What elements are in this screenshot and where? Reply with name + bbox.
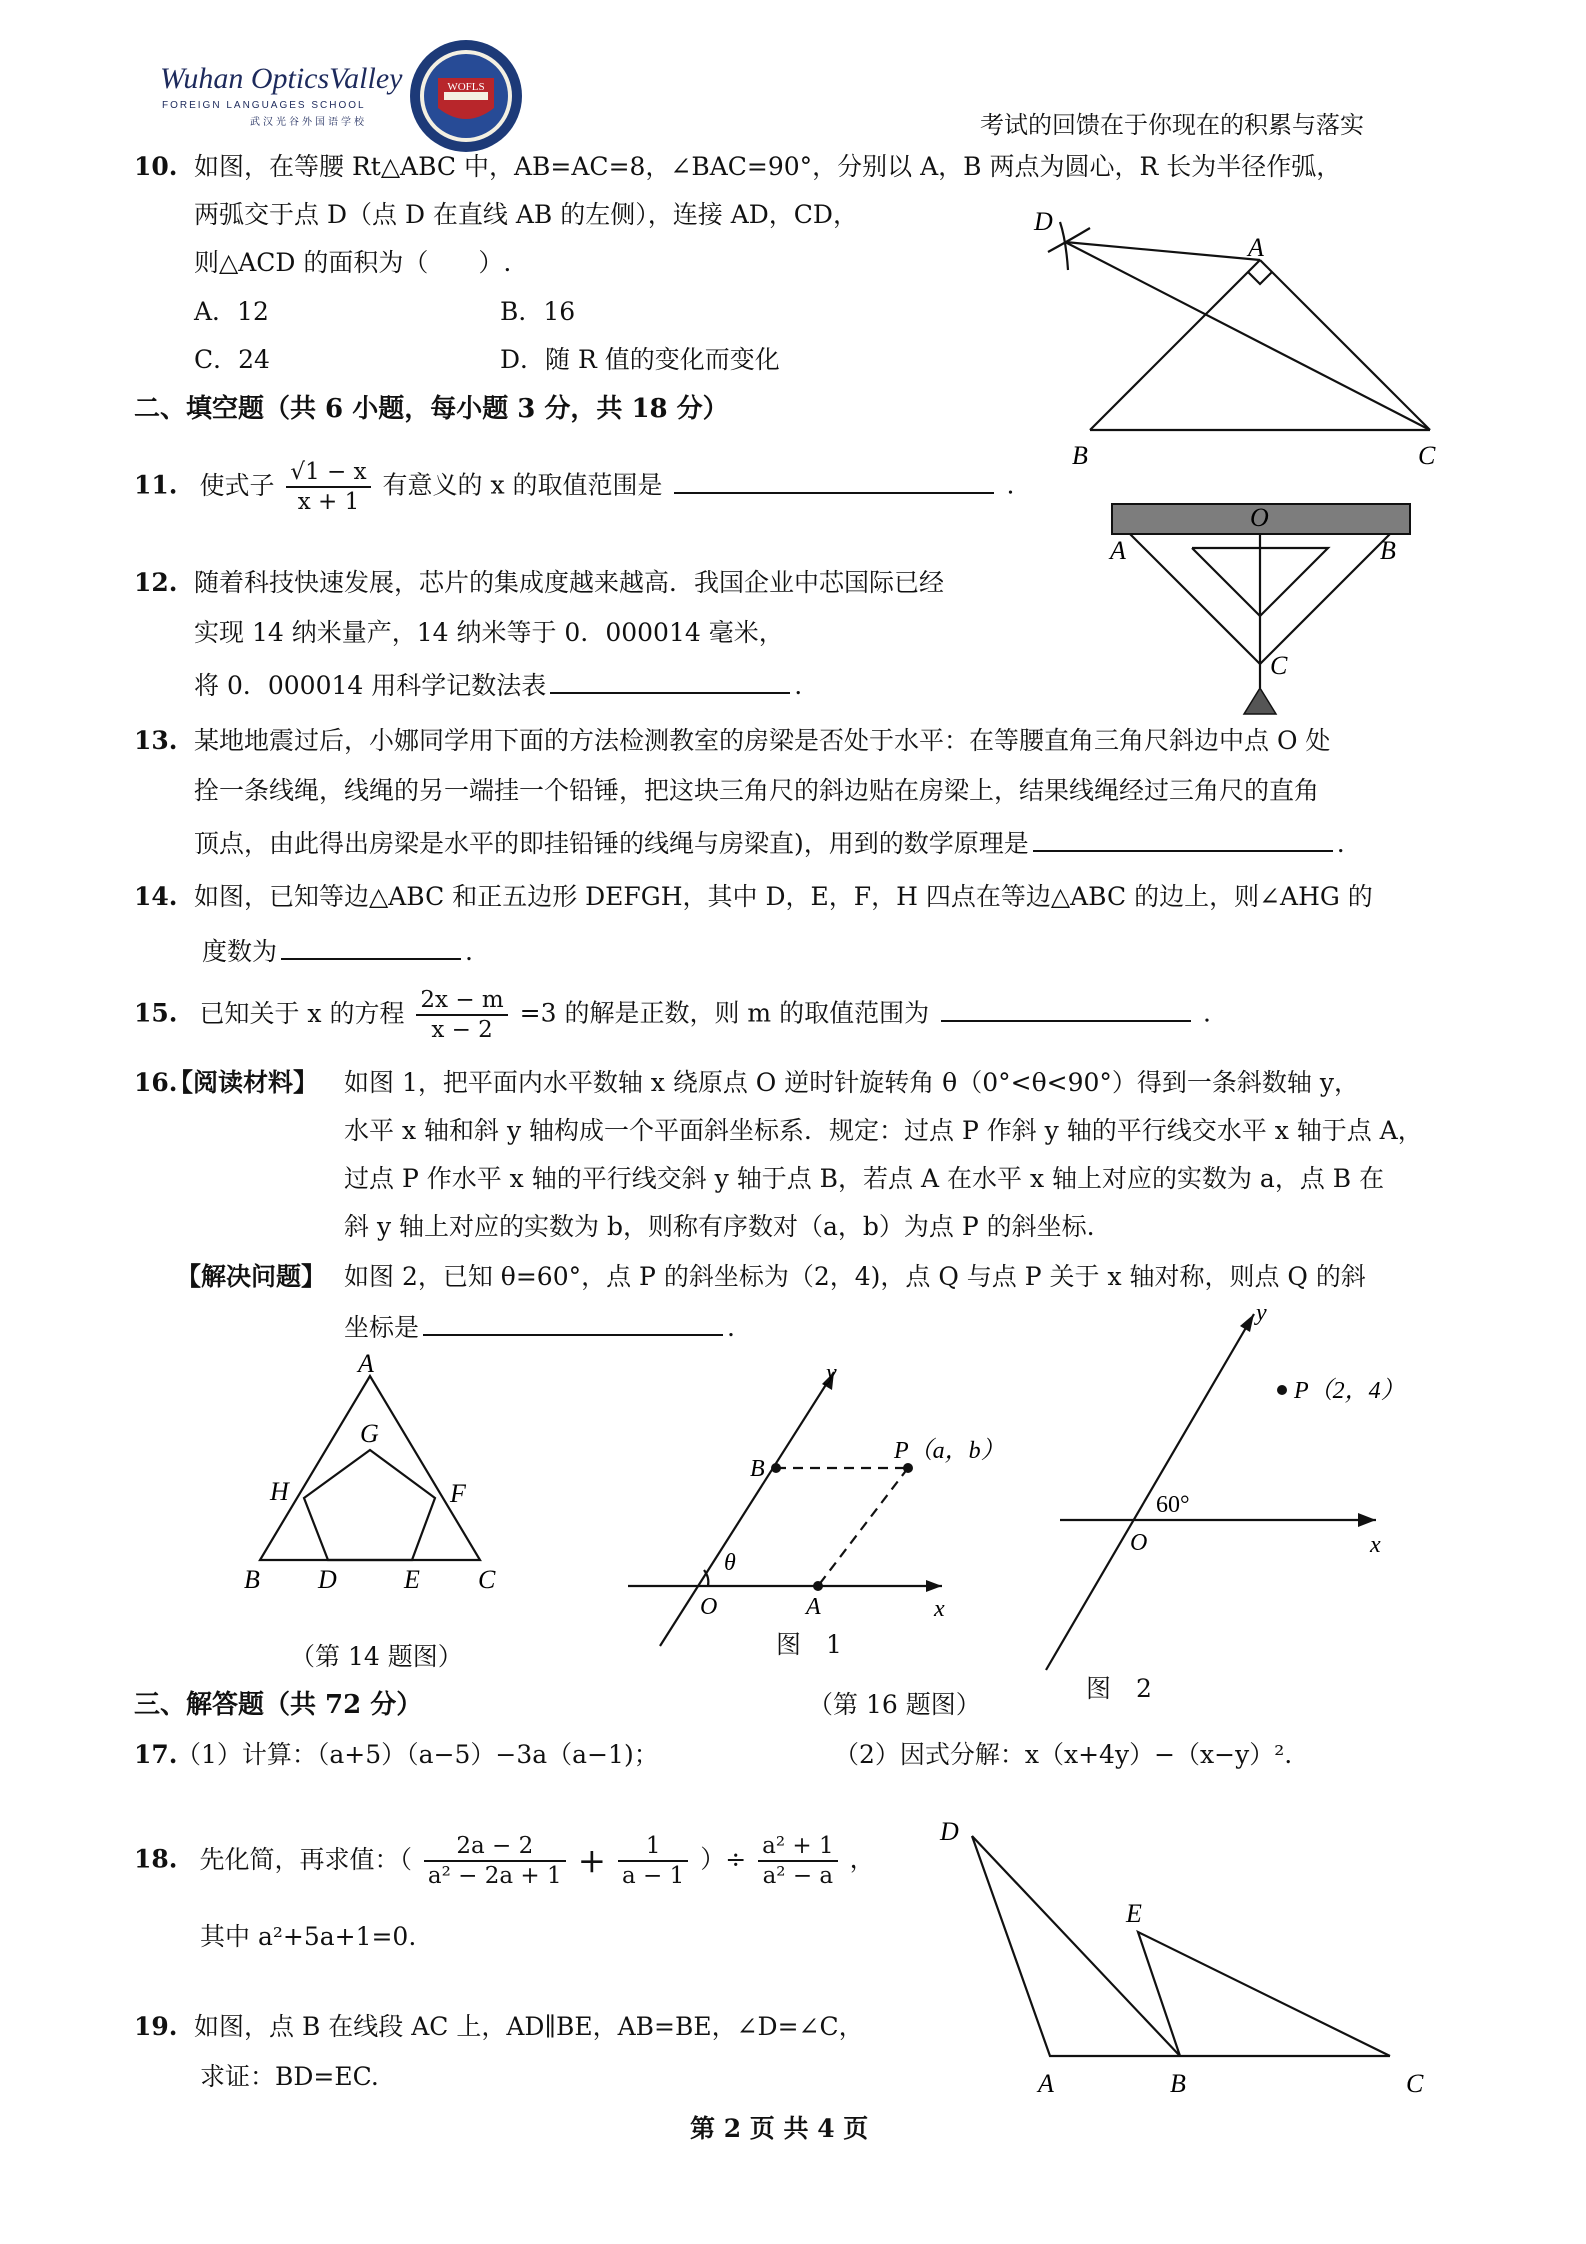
svg-text:WOFLS: WOFLS — [447, 81, 485, 93]
school-seal-icon — [408, 38, 524, 154]
q12-number: 12. — [134, 568, 178, 597]
q19-line2: 求证：BD=EC. — [200, 2062, 379, 2091]
q10-figure — [1020, 200, 1460, 480]
q13-label-o: O — [1250, 503, 1269, 532]
q17-number: 17. — [134, 1740, 178, 1769]
logo-text-sub: FOREIGN LANGUAGES SCHOOL — [162, 100, 366, 111]
q16-fig1-caption: 图 1 — [776, 1630, 842, 1659]
q18-comma: ， — [849, 1844, 875, 1874]
q19-figure — [930, 1810, 1450, 2100]
q10-label-d: D — [1034, 207, 1053, 236]
q18-line2: 其中 a²+5a+1=0. — [200, 1922, 417, 1951]
q16-end: . — [727, 1313, 735, 1342]
q16-number: 16. — [134, 1068, 178, 1097]
q16-line3: 过点 P 作水平 x 轴的平行线交斜 y 轴于点 B，若点 A 在水平 x 轴上对应的实数为 a，点 B 在 — [344, 1164, 1385, 1193]
q18-number: 18. — [134, 1844, 178, 1874]
q12-answer-blank[interactable] — [550, 666, 790, 694]
q18-f1-den: a² − 2a + 1 — [427, 1863, 562, 1889]
q15-post: =3 的解是正数，则 m 的取值范围为 — [519, 998, 930, 1028]
q14-label-d: D — [318, 1565, 337, 1594]
q13-label-c: C — [1270, 651, 1288, 680]
q12-line3-row — [194, 666, 802, 703]
q18-plus: + — [577, 1841, 607, 1881]
header — [0, 0, 1586, 140]
q16-fig1-label-y: y — [826, 1360, 837, 1386]
q16-fig2-label-angle: 60° — [1156, 1492, 1190, 1518]
q13-label-a: A — [1110, 536, 1126, 565]
q10-line1: 如图，在等腰 Rt△ABC 中，AB=AC=8，∠BAC=90°，分别以 A，B 两点为圆心，R 长为半径作弧， — [194, 152, 1342, 181]
q19-label-d: D — [940, 1817, 959, 1846]
q12-line1: 随着科技快速发展，芯片的集成度越来越高．我国企业中芯国际已经 — [194, 568, 945, 597]
q15-row — [134, 986, 1211, 1044]
q12-line2: 实现 14 纳米量产，14 纳米等于 0．000014 毫米， — [194, 618, 784, 647]
q12-end: . — [794, 671, 803, 700]
q11-post: 有意义的 x 的取值范围是 — [382, 470, 663, 500]
q18-pre: 先化简，再求值：（ — [199, 1844, 412, 1874]
q10-line2: 两弧交于点 D（点 D 在直线 AB 的左侧），连接 AD，CD， — [194, 200, 858, 229]
q14-label-e: E — [404, 1565, 420, 1594]
q16-line6: 坐标是 — [344, 1313, 420, 1342]
page-footer: 第 2 页 共 4 页 — [690, 2114, 869, 2143]
q13-label-b: B — [1380, 536, 1396, 565]
q16-answer-blank[interactable] — [423, 1308, 723, 1336]
q16-line4: 斜 y 轴上对应的实数为 b，则称有序数对（a，b）为点 P 的斜坐标. — [344, 1212, 1095, 1241]
q13-line3: 顶点，由此得出房梁是水平的即挂铅锤的线绳与房梁直)，用到的数学原理是 — [194, 829, 1029, 858]
q16-tag-solve: 【解决问题】 — [176, 1262, 327, 1291]
q10-label-a: A — [1248, 233, 1264, 262]
q16-line5: 如图 2，已知 θ=60°，点 P 的斜坐标为（2，4)，点 Q 与点 P 关于 x 轴对称，则点 Q 的斜 — [344, 1262, 1366, 1291]
q11-end: . — [1006, 470, 1015, 500]
q15-pre: 已知关于 x 的方程 — [199, 998, 405, 1028]
q13-line2: 拴一条线绳，线绳的另一端挂一个铅锤，把这块三角尺的斜边贴在房梁上，结果线绳经过三角尺的直角 — [194, 776, 1320, 805]
q11-fraction — [286, 458, 370, 516]
q10-option-d: D．随 R 值的变化而变化 — [500, 345, 780, 374]
q10-option-a: A．12 — [194, 297, 269, 326]
q13-figure — [1100, 496, 1420, 736]
q18-f3-den: a² − a — [762, 1863, 834, 1889]
q18-fraction2 — [618, 1832, 688, 1890]
q16-tag-reading: 【阅读材料】 — [168, 1068, 319, 1097]
q14-label-h: H — [270, 1477, 289, 1506]
q16-fig1-label-x: x — [934, 1596, 945, 1622]
q11-frac-den: x + 1 — [297, 489, 360, 515]
q13-answer-blank[interactable] — [1033, 824, 1333, 852]
q18-f1-num: 2a − 2 — [424, 1832, 566, 1862]
q14-line2: 度数为 — [202, 937, 278, 966]
q13-line3-row — [194, 824, 1345, 861]
q16-line6-row — [344, 1308, 735, 1345]
q10-line3: 则△ACD 的面积为（ ）. — [194, 248, 512, 277]
q14-label-b: B — [244, 1565, 260, 1594]
q14-label-g: G — [360, 1419, 379, 1448]
q10-option-b: B．16 — [500, 297, 576, 326]
q16-fig2-label-y: y — [1256, 1300, 1267, 1326]
q16-line1: 如图 1，把平面内水平数轴 x 绕原点 O 逆时针旋转角 θ（0°<θ<90°）得到一条斜数轴 y， — [344, 1068, 1359, 1097]
q16-fig2-label-x: x — [1370, 1532, 1381, 1558]
q16-fig2-label-p: P（2，4） — [1294, 1378, 1405, 1404]
q16-fig2-label-o: O — [1130, 1530, 1148, 1556]
q16-fig1-label-p: P（a，b） — [894, 1438, 1005, 1464]
q14-label-f: F — [450, 1479, 466, 1508]
logo-text-main: Wuhan OpticsValley — [160, 62, 403, 95]
q16-fig1-label-o: O — [700, 1594, 718, 1620]
q18-f3-num: a² + 1 — [758, 1832, 837, 1862]
section3-heading: 三、解答题（共 72 分） — [134, 1690, 423, 1720]
logo-text-cn: 武汉光谷外国语学校 — [250, 117, 367, 128]
q13-number: 13. — [134, 726, 178, 755]
q18-fraction3 — [758, 1832, 837, 1890]
q12-line3: 将 0．000014 用科学记数法表 — [194, 671, 547, 700]
q14-line1: 如图，已知等边△ABC 和正五边形 DEFGH，其中 D，E，F，H 四点在等边△ABC 的边上，则∠AHG 的 — [194, 882, 1373, 911]
q16-figure-caption: （第 16 题图） — [808, 1690, 981, 1719]
q10-label-c: C — [1418, 441, 1436, 470]
q19-number: 19. — [134, 2012, 178, 2041]
q16-figure2 — [1040, 1300, 1405, 1680]
q18-close: ）÷ — [700, 1844, 747, 1874]
q14-line2-row — [202, 932, 473, 969]
q14-caption: （第 14 题图） — [290, 1642, 463, 1671]
q10-label-b: B — [1072, 441, 1088, 470]
q15-answer-blank[interactable] — [941, 994, 1191, 1022]
q18-row — [134, 1832, 875, 1890]
q13-end: . — [1336, 829, 1345, 858]
q16-fig1-label-a: A — [806, 1594, 821, 1620]
q14-figure — [240, 1349, 520, 1594]
section2-heading: 二、填空题（共 6 小题，每小题 3 分，共 18 分） — [134, 394, 729, 424]
q19-label-e: E — [1126, 1899, 1142, 1928]
q17-part2: （2）因式分解：x（x+4y）−（x−y）². — [834, 1740, 1293, 1769]
q16-line2: 水平 x 轴和斜 y 轴构成一个平面斜坐标系．规定：过点 P 作斜 y 轴的平行线交水平 x 轴于点 A， — [344, 1116, 1423, 1145]
q19-label-c: C — [1406, 2069, 1424, 2098]
q14-answer-blank[interactable] — [281, 932, 461, 960]
q16-fig1-label-theta: θ — [724, 1550, 736, 1576]
q15-frac-num: 2x − m — [416, 986, 507, 1016]
q17-part1: （1）计算：（a+5）（a−5）−3a（a−1)； — [176, 1740, 659, 1769]
q15-number: 15. — [134, 998, 178, 1028]
q11-row — [134, 458, 1014, 516]
q13-line1: 某地地震过后，小娜同学用下面的方法检测教室的房梁是否处于水平：在等腰直角三角尺斜边中点 O 处 — [194, 726, 1331, 755]
q19-label-b: B — [1170, 2069, 1186, 2098]
q16-figure1 — [620, 1360, 1005, 1650]
q14-number: 14. — [134, 882, 178, 911]
q11-frac-num: √1 − x — [286, 458, 370, 488]
q18-fraction1 — [424, 1832, 566, 1890]
header-motto: 考试的回馈在于你现在的积累与落实 — [980, 111, 1364, 139]
q11-pre: 使式子 — [199, 470, 275, 500]
q16-fig1-label-b: B — [750, 1456, 765, 1482]
q15-frac-den: x − 2 — [431, 1017, 493, 1043]
q14-label-a: A — [358, 1349, 374, 1378]
q18-f2-num: 1 — [618, 1832, 688, 1862]
q18-f2-den: a − 1 — [622, 1863, 685, 1889]
q11-number: 11. — [134, 470, 178, 500]
q19-line1: 如图，点 B 在线段 AC 上，AD∥BE，AB=BE，∠D=∠C， — [194, 2012, 864, 2041]
q14-end: . — [465, 937, 473, 966]
q11-answer-blank[interactable] — [674, 466, 994, 494]
q16-fig2-caption: 图 2 — [1086, 1674, 1152, 1703]
q10-number: 10. — [134, 152, 178, 181]
q14-label-c: C — [478, 1565, 496, 1594]
q10-option-c: C．24 — [194, 345, 270, 374]
q15-fraction — [416, 986, 507, 1044]
q19-label-a: A — [1038, 2069, 1054, 2098]
q15-end: . — [1202, 998, 1211, 1028]
